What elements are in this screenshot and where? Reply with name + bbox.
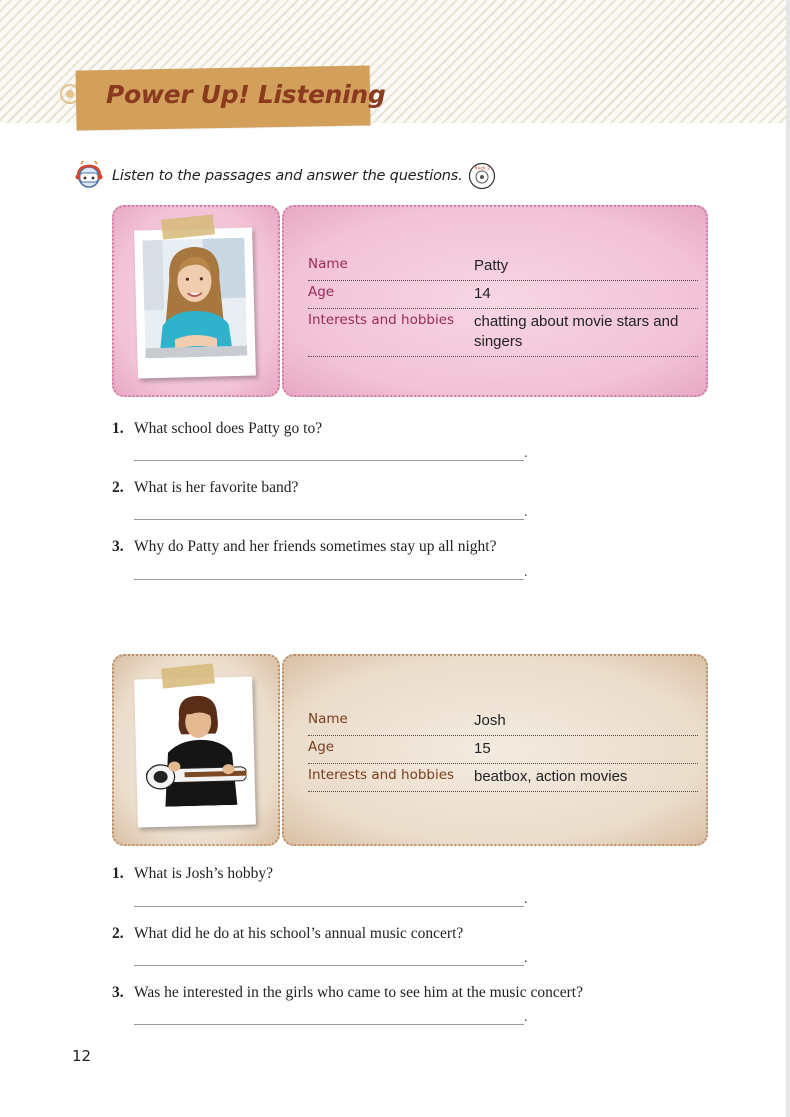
question-text: What school does Patty go to? [134,420,323,437]
photo-panel [112,654,280,846]
answer-period: . [524,446,528,461]
question-number: 1. [112,420,124,437]
info-row-interests [308,764,698,792]
answer-line[interactable] [134,460,524,461]
question-text: Why do Patty and her friends sometimes stay up all night? [134,538,497,555]
value-age: 15 [474,740,491,757]
question-number: 3. [112,984,124,1001]
svg-text:Track 2: Track 2 [473,166,491,172]
question-number: 2. [112,925,124,942]
value-interests: beatbox, action movies [474,768,628,785]
question-text: What did he do at his school’s annual music concert? [134,925,464,942]
value-age: 14 [474,285,491,302]
answer-period: . [524,951,528,966]
info-row-age [308,736,698,764]
question-text: Was he interested in the girls who came to see him at the music concert? [134,984,583,1001]
answer-period: . [524,565,528,580]
label-age: Age [308,739,335,755]
polaroid-frame [134,227,256,378]
photo-panel [112,205,280,397]
info-row-interests [308,309,698,357]
answer-line[interactable] [134,906,524,907]
profile-card-2 [112,654,708,846]
answer-line[interactable] [134,579,524,580]
value-name: Patty [474,257,509,274]
answer-period: . [524,505,528,520]
page-number: 12 [72,1047,92,1065]
polaroid-frame [134,676,256,827]
profile-photo-girl [142,238,247,359]
label-interests: Interests and hobbies [308,767,455,783]
label-interests: Interests and hobbies [308,312,455,328]
answer-line[interactable] [134,519,524,520]
label-name: Name [308,256,348,272]
info-row-name [308,253,698,281]
page-edge-divider [786,0,790,1117]
question-item [112,925,463,943]
info-row-name [308,708,698,736]
profile-info-table [308,253,698,357]
profile-photo-boy [142,687,247,808]
question-item [112,479,298,497]
value-name: Josh [474,712,506,729]
profile-card-1 [112,205,708,397]
question-text: What is Josh’s hobby? [134,865,274,882]
answer-period: . [524,892,528,907]
profile-info-table [308,708,698,792]
answer-line[interactable] [134,965,524,966]
question-item [112,984,583,1002]
question-number: 2. [112,479,124,496]
section-title: Power Up! Listening [106,80,386,109]
question-text: What is her favorite band? [134,479,299,496]
question-number: 1. [112,865,124,882]
value-interests: chatting about movie stars and singers [474,313,679,350]
listening-mascot-icon [74,160,104,190]
answer-period: . [524,1010,528,1025]
instruction-text: Listen to the passages and answer the questions. [112,168,463,184]
label-name: Name [308,711,348,727]
answer-line[interactable] [134,1024,524,1025]
question-item [112,538,496,556]
info-row-age [308,281,698,309]
label-age: Age [308,284,335,300]
audio-cd-icon[interactable] [468,162,496,190]
question-item [112,420,322,438]
question-item [112,865,273,883]
question-number: 3. [112,538,124,555]
